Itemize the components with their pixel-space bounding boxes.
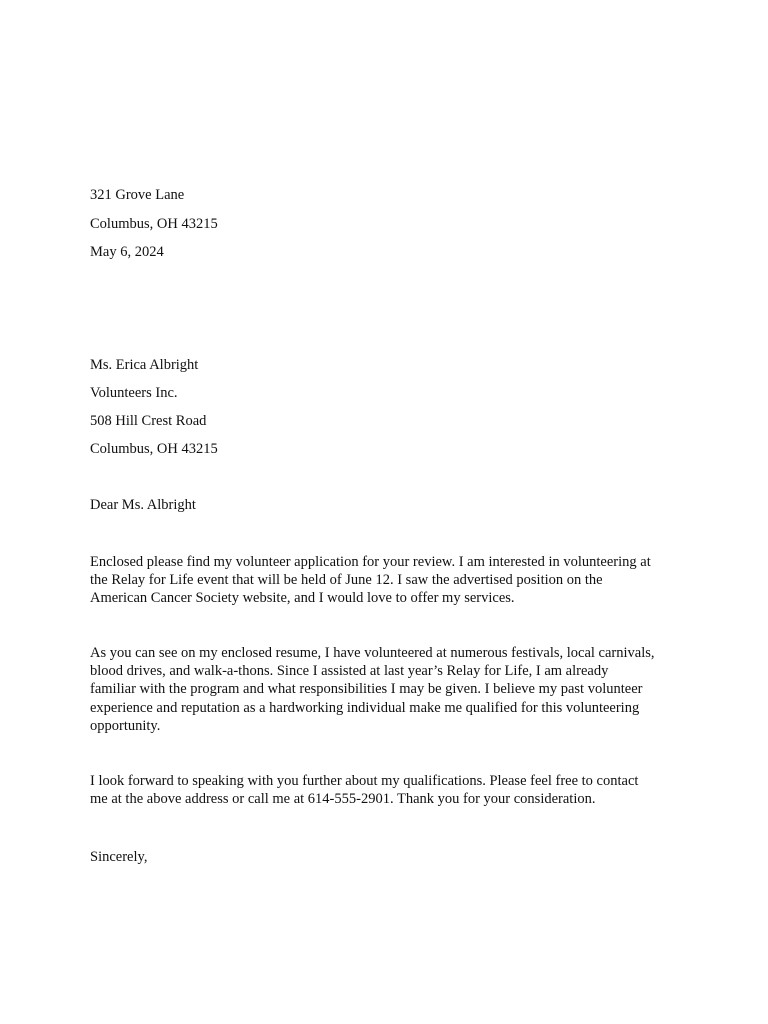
body-paragraph-2	[90, 644, 690, 735]
recipient-name: Ms. Erica Albright	[90, 357, 199, 373]
paragraph-line: As you can see on my enclosed resume, I have volunteered at numerous festivals, local carnivals,	[90, 645, 655, 661]
paragraph-line: familiar with the program and what responsibilities I may be given. I believe my past volunteer	[90, 681, 643, 698]
paragraph-line: I look forward to speaking with you further about my qualifications. Please feel free to contact	[90, 773, 639, 789]
sender-street: 321 Grove Lane	[90, 187, 185, 203]
letter-date: May 6, 2024	[90, 244, 164, 260]
sender-city-state-zip: Columbus, OH 43215	[90, 216, 218, 232]
body-paragraph-1	[90, 553, 690, 608]
body-paragraph-3	[90, 772, 690, 808]
recipient-street: 508 Hill Crest Road	[90, 413, 207, 429]
recipient-city-state-zip: Columbus, OH 43215	[90, 441, 218, 457]
paragraph-line: American Cancer Society website, and I would love to offer my services.	[90, 590, 515, 607]
paragraph-line: opportunity.	[90, 717, 161, 734]
paragraph-line: Enclosed please find my volunteer application for your review. I am interested in volunteering at	[90, 554, 651, 570]
recipient-company: Volunteers Inc.	[90, 385, 178, 401]
closing: Sincerely,	[90, 849, 148, 865]
paragraph-line: the Relay for Life event that will be held of June 12. I saw the advertised position on the	[90, 572, 603, 589]
paragraph-line: me at the above address or call me at 614-555-2901. Thank you for your consideration.	[90, 791, 596, 808]
paragraph-line: blood drives, and walk-a-thons. Since I assisted at last year’s Relay for Life, I am already	[90, 663, 609, 680]
paragraph-line: experience and reputation as a hardworking individual make me qualified for this volunteering	[90, 699, 640, 716]
salutation: Dear Ms. Albright	[90, 497, 196, 513]
